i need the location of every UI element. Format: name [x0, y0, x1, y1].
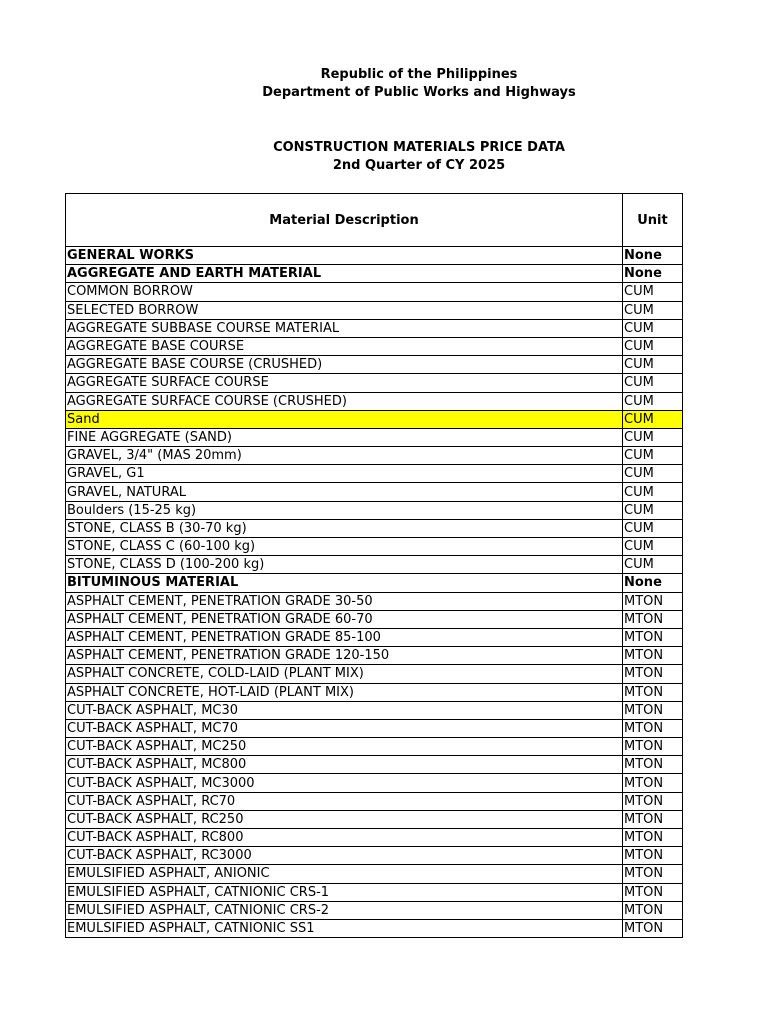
table-row [66, 901, 683, 919]
table-row [66, 701, 683, 719]
table-row [66, 337, 683, 355]
material-description-cell: STONE, CLASS C (60-100 kg) [66, 538, 623, 556]
material-description-cell: CUT-BACK ASPHALT, MC70 [66, 719, 623, 737]
table-row [66, 865, 683, 883]
department-line: Department of Public Works and Highways [262, 85, 576, 100]
unit-cell: MTON [623, 774, 683, 792]
material-description-cell: AGGREGATE SURFACE COURSE (CRUSHED) [66, 392, 623, 410]
unit-cell: CUM [623, 301, 683, 319]
document-heading [0, 139, 768, 175]
material-description-cell: STONE, CLASS B (30-70 kg) [66, 519, 623, 537]
material-description-cell: AGGREGATE BASE COURSE (CRUSHED) [66, 356, 623, 374]
table-row [66, 792, 683, 810]
material-description-cell: CUT-BACK ASPHALT, MC800 [66, 756, 623, 774]
unit-cell: CUM [623, 556, 683, 574]
unit-cell: MTON [623, 683, 683, 701]
document-subtitle: 2nd Quarter of CY 2025 [332, 158, 506, 173]
section-row [66, 247, 683, 265]
table-row [66, 556, 683, 574]
material-description-cell: ASPHALT CEMENT, PENETRATION GRADE 60-70 [66, 610, 623, 628]
unit-cell: MTON [623, 647, 683, 665]
material-description-cell: CUT-BACK ASPHALT, MC250 [66, 738, 623, 756]
unit-cell: MTON [623, 628, 683, 646]
table-row [66, 683, 683, 701]
unit-cell: CUM [623, 428, 683, 446]
table-row [66, 919, 683, 937]
unit-cell: MTON [623, 738, 683, 756]
unit-cell: CUM [623, 501, 683, 519]
section-row [66, 265, 683, 283]
unit-cell: MTON [623, 847, 683, 865]
material-description-cell: EMULSIFIED ASPHALT, CATNIONIC SS1 [66, 919, 623, 937]
table-row [66, 501, 683, 519]
unit-cell: MTON [623, 919, 683, 937]
table-row [66, 410, 683, 428]
material-description-cell: EMULSIFIED ASPHALT, CATNIONIC CRS-2 [66, 901, 623, 919]
table-row [66, 283, 683, 301]
material-description-cell: AGGREGATE AND EARTH MATERIAL [66, 265, 623, 283]
material-description-cell: AGGREGATE SURFACE COURSE [66, 374, 623, 392]
material-description-cell: ASPHALT CEMENT, PENETRATION GRADE 120-150 [66, 647, 623, 665]
material-description-cell: CUT-BACK ASPHALT, RC800 [66, 829, 623, 847]
table-row [66, 447, 683, 465]
table-row [66, 319, 683, 337]
table-row [66, 628, 683, 646]
materials-table [65, 193, 683, 938]
material-description-cell: EMULSIFIED ASPHALT, ANIONIC [66, 865, 623, 883]
material-description-cell: COMMON BORROW [66, 283, 623, 301]
material-description-cell: GENERAL WORKS [66, 247, 623, 265]
column-header-unit: Unit [623, 194, 683, 247]
table-row [66, 592, 683, 610]
unit-cell: MTON [623, 610, 683, 628]
unit-cell: MTON [623, 792, 683, 810]
table-row [66, 301, 683, 319]
material-description-cell: CUT-BACK ASPHALT, RC3000 [66, 847, 623, 865]
unit-cell: MTON [623, 901, 683, 919]
material-description-cell: GRAVEL, 3/4" (MAS 20mm) [66, 447, 623, 465]
material-description-cell: CUT-BACK ASPHALT, MC3000 [66, 774, 623, 792]
table-row [66, 428, 683, 446]
unit-cell: MTON [623, 810, 683, 828]
material-description-cell: AGGREGATE BASE COURSE [66, 337, 623, 355]
unit-cell: CUM [623, 538, 683, 556]
agency-header [0, 66, 768, 102]
material-description-cell: CUT-BACK ASPHALT, MC30 [66, 701, 623, 719]
table-row [66, 392, 683, 410]
table-row [66, 519, 683, 537]
table-row [66, 465, 683, 483]
unit-cell: CUM [623, 392, 683, 410]
unit-cell: CUM [623, 374, 683, 392]
unit-cell: MTON [623, 701, 683, 719]
material-description-cell: GRAVEL, G1 [66, 465, 623, 483]
table-row [66, 719, 683, 737]
unit-cell: CUM [623, 447, 683, 465]
unit-cell: MTON [623, 756, 683, 774]
republic-line: Republic of the Philippines [320, 67, 518, 82]
material-description-cell: EMULSIFIED ASPHALT, CATNIONIC CRS-1 [66, 883, 623, 901]
unit-cell: None [623, 574, 683, 592]
table-row [66, 647, 683, 665]
material-description-cell: SELECTED BORROW [66, 301, 623, 319]
document-title: CONSTRUCTION MATERIALS PRICE DATA [273, 140, 565, 155]
material-description-cell: AGGREGATE SUBBASE COURSE MATERIAL [66, 319, 623, 337]
unit-cell: MTON [623, 592, 683, 610]
table-row [66, 538, 683, 556]
material-description-cell: BITUMINOUS MATERIAL [66, 574, 623, 592]
unit-cell: CUM [623, 465, 683, 483]
unit-cell: MTON [623, 883, 683, 901]
table-row [66, 356, 683, 374]
unit-cell: CUM [623, 410, 683, 428]
unit-cell: CUM [623, 356, 683, 374]
unit-cell: None [623, 265, 683, 283]
table-row [66, 374, 683, 392]
table-row [66, 665, 683, 683]
material-description-cell: ASPHALT CONCRETE, COLD-LAID (PLANT MIX) [66, 665, 623, 683]
table-row [66, 610, 683, 628]
table-row [66, 483, 683, 501]
unit-cell: CUM [623, 337, 683, 355]
material-description-cell: CUT-BACK ASPHALT, RC70 [66, 792, 623, 810]
table-row [66, 774, 683, 792]
table-row [66, 829, 683, 847]
material-description-cell: Sand [66, 410, 623, 428]
unit-cell: None [623, 247, 683, 265]
unit-cell: MTON [623, 665, 683, 683]
material-description-cell: ASPHALT CEMENT, PENETRATION GRADE 30-50 [66, 592, 623, 610]
table-row [66, 738, 683, 756]
material-description-cell: ASPHALT CONCRETE, HOT-LAID (PLANT MIX) [66, 683, 623, 701]
table-row [66, 883, 683, 901]
column-header-description: Material Description [66, 194, 623, 247]
section-row [66, 574, 683, 592]
unit-cell: CUM [623, 319, 683, 337]
material-description-cell: ASPHALT CEMENT, PENETRATION GRADE 85-100 [66, 628, 623, 646]
table-body [66, 247, 683, 938]
material-description-cell: GRAVEL, NATURAL [66, 483, 623, 501]
material-description-cell: Boulders (15-25 kg) [66, 501, 623, 519]
unit-cell: CUM [623, 519, 683, 537]
table-row [66, 810, 683, 828]
unit-cell: MTON [623, 865, 683, 883]
material-description-cell: CUT-BACK ASPHALT, RC250 [66, 810, 623, 828]
table-header-row [66, 194, 683, 247]
unit-cell: MTON [623, 829, 683, 847]
table-row [66, 756, 683, 774]
material-description-cell: FINE AGGREGATE (SAND) [66, 428, 623, 446]
unit-cell: MTON [623, 719, 683, 737]
table-row [66, 847, 683, 865]
unit-cell: CUM [623, 283, 683, 301]
unit-cell: CUM [623, 483, 683, 501]
material-description-cell: STONE, CLASS D (100-200 kg) [66, 556, 623, 574]
